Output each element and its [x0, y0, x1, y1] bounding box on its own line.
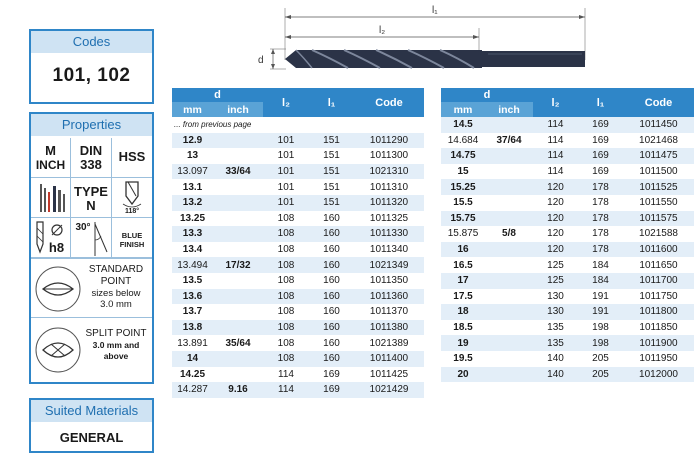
table-row — [441, 117, 694, 133]
diameter-inch-cell — [485, 195, 533, 211]
header-l2: l₂ — [263, 88, 309, 117]
header-code: Code — [354, 88, 424, 117]
table-row — [441, 164, 694, 180]
tolerance-cell — [31, 218, 71, 258]
standard-point-title-2: POINT — [100, 276, 132, 287]
diameter-inch-cell: 37/64 — [485, 133, 533, 149]
diameter-inch-cell — [485, 273, 533, 289]
table-row — [441, 148, 694, 164]
l1-cell: 169 — [309, 367, 354, 383]
code-cell: 1011550 — [623, 195, 694, 211]
table-row — [172, 289, 424, 305]
diameter-mm-cell: 14.287 — [172, 382, 213, 398]
finish-cell — [112, 218, 152, 258]
l2-cell: 130 — [533, 304, 578, 320]
diameter-mm-cell: 14.684 — [441, 133, 485, 149]
code-cell: 1011800 — [623, 304, 694, 320]
l2-cell: 108 — [263, 320, 309, 336]
diameter-mm-cell: 18.5 — [441, 320, 485, 336]
code-cell: 1011525 — [623, 179, 694, 195]
l2-cell: 114 — [533, 117, 578, 133]
table-row — [441, 335, 694, 351]
finish-line1: BLUE — [121, 231, 143, 240]
l2-cell: 101 — [263, 164, 309, 180]
code-cell: 1011290 — [354, 133, 424, 149]
type-label: TYPE — [74, 184, 108, 199]
metric-inch-cell — [31, 138, 71, 178]
diameter-inch-cell — [213, 273, 263, 289]
code-cell: 1011500 — [623, 164, 694, 180]
diameter-mm-cell: 12.9 — [172, 133, 213, 149]
l1-cell: 160 — [309, 304, 354, 320]
code-cell: 1011425 — [354, 367, 424, 383]
diameter-inch-cell — [485, 320, 533, 336]
header-inch: inch — [485, 102, 533, 117]
l1-cell: 169 — [578, 117, 623, 133]
diameter-inch-cell — [213, 351, 263, 367]
codes-value: 101, 102 — [52, 65, 131, 86]
l1-cell: 169 — [578, 148, 623, 164]
l2-cell: 120 — [533, 226, 578, 242]
l1-cell: 160 — [309, 320, 354, 336]
diameter-mm-cell: 14.75 — [441, 148, 485, 164]
l2-cell: 125 — [533, 257, 578, 273]
code-cell: 1011380 — [354, 320, 424, 336]
l1-cell: 160 — [309, 257, 354, 273]
diameter-inch-cell — [213, 148, 263, 164]
table-row — [441, 242, 694, 258]
l2-cell: 108 — [263, 304, 309, 320]
code-cell: 1021429 — [354, 382, 424, 398]
l2-cell: 101 — [263, 195, 309, 211]
l1-cell: 198 — [578, 320, 623, 336]
l2-cell: 101 — [263, 179, 309, 195]
table-row — [441, 351, 694, 367]
diameter-mm-cell: 16.5 — [441, 257, 485, 273]
table-row — [172, 164, 424, 180]
diameter-mm-cell: 13.494 — [172, 257, 213, 273]
diameter-mm-cell: 13.1 — [172, 179, 213, 195]
l2-cell: 114 — [263, 382, 309, 398]
code-cell: 1011320 — [354, 195, 424, 211]
din-number: 338 — [80, 157, 102, 172]
l2-cell: 140 — [533, 367, 578, 383]
header-inch: inch — [213, 102, 263, 117]
d-label: d — [258, 55, 264, 66]
table-row — [172, 367, 424, 383]
diameter-mm-cell: 13.8 — [172, 320, 213, 336]
standard-point-title-1: STANDARD — [88, 264, 144, 275]
table-row — [441, 320, 694, 336]
table-row — [172, 179, 424, 195]
point-angle-cell — [112, 178, 152, 218]
l2-cell: 114 — [263, 367, 309, 383]
angle-118-label: 118° — [124, 208, 140, 215]
suited-materials-panel — [29, 398, 154, 453]
l2-cell: 108 — [263, 226, 309, 242]
metric-label: M — [45, 143, 56, 158]
diameter-mm-cell: 13.7 — [172, 304, 213, 320]
diameter-mm-cell: 13.891 — [172, 335, 213, 351]
l1-cell: 169 — [578, 164, 623, 180]
split-point-row — [31, 318, 152, 382]
drill-lengths-icon — [31, 178, 71, 218]
diameter-inch-cell: 5/8 — [485, 226, 533, 242]
l1-cell: 160 — [309, 289, 354, 305]
table-row — [441, 367, 694, 383]
angle-30-label: 30° — [75, 222, 91, 233]
l1-cell: 169 — [578, 133, 623, 149]
l2-cell: 101 — [263, 133, 309, 149]
diameter-inch-cell — [213, 133, 263, 149]
l2-cell: 114 — [533, 133, 578, 149]
l2-label: l₂ — [379, 25, 386, 36]
code-cell: 1011700 — [623, 273, 694, 289]
code-cell: 1012000 — [623, 367, 694, 383]
din-label: DIN — [79, 143, 103, 158]
header-l2: l₂ — [533, 88, 578, 117]
diameter-inch-cell — [213, 195, 263, 211]
table-row — [441, 304, 694, 320]
standard-point-icon — [33, 263, 83, 315]
diameter-inch-cell: 35/64 — [213, 335, 263, 351]
l1-cell: 151 — [309, 164, 354, 180]
l2-cell: 120 — [533, 242, 578, 258]
l2-cell: 108 — [263, 257, 309, 273]
l1-cell: 160 — [309, 242, 354, 258]
header-mm: mm — [172, 102, 213, 117]
l2-cell: 120 — [533, 211, 578, 227]
drill-table-right — [441, 88, 694, 382]
drill-drawing — [252, 0, 597, 80]
hss-label: HSS — [118, 149, 146, 164]
diameter-mm-cell: 16 — [441, 242, 485, 258]
diameter-inch-cell — [485, 211, 533, 227]
l1-cell: 191 — [578, 304, 623, 320]
code-cell: 1011750 — [623, 289, 694, 305]
table-row — [172, 273, 424, 289]
diameter-inch-cell — [485, 117, 533, 133]
l1-cell: 151 — [309, 148, 354, 164]
diameter-inch-cell — [213, 242, 263, 258]
code-cell: 1011400 — [354, 351, 424, 367]
l2-cell: 108 — [263, 242, 309, 258]
diameter-mm-cell: 14.25 — [172, 367, 213, 383]
code-cell: 1011325 — [354, 211, 424, 227]
diameter-mm-cell: 15.25 — [441, 179, 485, 195]
code-cell: 1021349 — [354, 257, 424, 273]
l1-cell: 151 — [309, 179, 354, 195]
split-point-text — [84, 328, 148, 362]
header-mm: mm — [441, 102, 485, 117]
code-cell: 1011330 — [354, 226, 424, 242]
l2-cell: 120 — [533, 195, 578, 211]
diameter-mm-cell: 19.5 — [441, 351, 485, 367]
standard-point-text — [84, 264, 148, 310]
l1-cell: 205 — [578, 351, 623, 367]
code-cell: 1011370 — [354, 304, 424, 320]
code-cell: 1011340 — [354, 242, 424, 258]
l1-cell: 178 — [578, 211, 623, 227]
diameter-mm-cell: 13.6 — [172, 289, 213, 305]
table-row — [172, 320, 424, 336]
hss-cell — [112, 138, 152, 178]
l2-cell: 114 — [533, 164, 578, 180]
code-cell: 1021468 — [623, 133, 694, 149]
inch-label: INCH — [35, 158, 66, 172]
diameter-inch-cell — [485, 335, 533, 351]
header-code: Code — [623, 88, 694, 117]
diameter-mm-cell: 15.5 — [441, 195, 485, 211]
l2-cell: 108 — [263, 273, 309, 289]
code-cell: 1011600 — [623, 242, 694, 258]
l2-cell: 130 — [533, 289, 578, 305]
l2-cell: 108 — [263, 335, 309, 351]
code-cell: 1011900 — [623, 335, 694, 351]
diameter-mm-cell: 18 — [441, 304, 485, 320]
code-cell: 1011650 — [623, 257, 694, 273]
diameter-mm-cell: 13.097 — [172, 164, 213, 180]
table-row — [441, 226, 694, 242]
diameter-mm-cell: 15.875 — [441, 226, 485, 242]
table-row — [441, 257, 694, 273]
l1-cell: 184 — [578, 257, 623, 273]
table-row — [441, 179, 694, 195]
l2-cell: 101 — [263, 148, 309, 164]
table-row — [172, 148, 424, 164]
split-point-icon — [33, 324, 83, 376]
table-row — [172, 133, 424, 149]
l1-cell: 160 — [309, 211, 354, 227]
diameter-mm-cell: 19 — [441, 335, 485, 351]
l2-cell: 120 — [533, 179, 578, 195]
table-row — [172, 382, 424, 398]
table-row — [172, 257, 424, 273]
table-row — [441, 273, 694, 289]
table-row — [441, 289, 694, 305]
diameter-mm-cell: 17.5 — [441, 289, 485, 305]
continuation-note: ... from previous page — [172, 117, 424, 133]
l1-cell: 178 — [578, 242, 623, 258]
l2-cell: 135 — [533, 335, 578, 351]
diameter-inch-cell: 9.16 — [213, 382, 263, 398]
diameter-mm-cell: 13.4 — [172, 242, 213, 258]
diameter-inch-cell — [213, 304, 263, 320]
drill-lengths-cell — [31, 178, 71, 218]
codes-title: Codes — [31, 31, 152, 53]
l2-cell: 125 — [533, 273, 578, 289]
suited-materials-title: Suited Materials — [31, 400, 152, 422]
table-row — [172, 195, 424, 211]
diameter-inch-cell: 33/64 — [213, 164, 263, 180]
header-l1: l₁ — [309, 88, 354, 117]
header-l1: l₁ — [578, 88, 623, 117]
diameter-inch-cell — [485, 242, 533, 258]
table-row — [172, 211, 424, 227]
diameter-inch-cell — [213, 367, 263, 383]
diameter-inch-cell — [485, 367, 533, 383]
diameter-mm-cell: 13 — [172, 148, 213, 164]
diameter-inch-cell — [213, 320, 263, 336]
l2-cell: 108 — [263, 211, 309, 227]
code-cell: 1011350 — [354, 273, 424, 289]
table-row — [172, 335, 424, 351]
diameter-inch-cell — [485, 164, 533, 180]
diameter-mm-cell: 13.25 — [172, 211, 213, 227]
table-row — [172, 226, 424, 242]
split-point-sub-1: 3.0 mm and — [92, 340, 140, 350]
table-row — [172, 304, 424, 320]
split-point-sub-2: above — [103, 351, 129, 361]
l1-cell: 184 — [578, 273, 623, 289]
properties-title: Properties — [31, 114, 152, 136]
diameter-inch-cell — [485, 148, 533, 164]
table-row — [172, 351, 424, 367]
type-n-cell — [71, 178, 112, 218]
l1-cell: 160 — [309, 351, 354, 367]
code-cell: 1021310 — [354, 164, 424, 180]
diameter-mm-cell: 15.75 — [441, 211, 485, 227]
l1-cell: 191 — [578, 289, 623, 305]
l2-cell: 108 — [263, 289, 309, 305]
code-cell: 1011850 — [623, 320, 694, 336]
table-row — [441, 195, 694, 211]
diameter-mm-cell: 13.2 — [172, 195, 213, 211]
header-d: d — [172, 88, 263, 102]
l1-cell: 160 — [309, 273, 354, 289]
table-row — [441, 133, 694, 149]
diameter-inch-cell — [213, 211, 263, 227]
diameter-mm-cell: 13.5 — [172, 273, 213, 289]
code-cell: 1021389 — [354, 335, 424, 351]
code-cell: 1011360 — [354, 289, 424, 305]
header-d: d — [441, 88, 533, 102]
table-row — [172, 242, 424, 258]
standard-point-sub-1: sizes below — [91, 288, 141, 299]
l1-cell: 160 — [309, 335, 354, 351]
diameter-inch-cell — [213, 289, 263, 305]
l2-cell: 108 — [263, 351, 309, 367]
l1-cell: 178 — [578, 179, 623, 195]
l1-cell: 178 — [578, 226, 623, 242]
diameter-mm-cell: 17 — [441, 273, 485, 289]
diameter-inch-cell — [485, 304, 533, 320]
code-cell: 1011475 — [623, 148, 694, 164]
suited-materials-value: GENERAL — [59, 430, 124, 445]
diameter-mm-cell: 20 — [441, 367, 485, 383]
l1-label: l₁ — [432, 5, 438, 16]
l1-cell: 151 — [309, 133, 354, 149]
l1-cell: 178 — [578, 195, 623, 211]
standard-point-row — [31, 258, 152, 318]
code-cell: 1011450 — [623, 117, 694, 133]
codes-panel — [29, 29, 154, 104]
diameter-mm-cell: 15 — [441, 164, 485, 180]
code-cell: 1011575 — [623, 211, 694, 227]
diameter-mm-cell: 14.5 — [441, 117, 485, 133]
helix-angle-cell — [71, 218, 112, 258]
l1-cell: 160 — [309, 226, 354, 242]
diameter-mm-cell: 14 — [172, 351, 213, 367]
diameter-inch-cell — [485, 257, 533, 273]
code-cell: 1011950 — [623, 351, 694, 367]
l1-cell: 151 — [309, 195, 354, 211]
l2-cell: 140 — [533, 351, 578, 367]
diameter-inch-cell — [485, 179, 533, 195]
table-row — [441, 211, 694, 227]
diameter-inch-cell — [213, 226, 263, 242]
finish-line2: FINISH — [119, 240, 145, 249]
code-cell: 1011300 — [354, 148, 424, 164]
standard-point-sub-2: 3.0 mm — [100, 299, 132, 310]
l2-cell: 114 — [533, 148, 578, 164]
diameter-mm-cell: 13.3 — [172, 226, 213, 242]
drill-table-left — [172, 88, 424, 398]
diameter-inch-cell — [213, 179, 263, 195]
type-value: N — [86, 198, 96, 213]
l2-cell: 135 — [533, 320, 578, 336]
l1-cell: 169 — [309, 382, 354, 398]
diameter-inch-cell — [485, 351, 533, 367]
diameter-inch-cell: 17/32 — [213, 257, 263, 273]
tolerance-label: h8 — [48, 240, 65, 255]
properties-panel — [29, 112, 154, 384]
split-point-title: SPLIT POINT — [85, 328, 147, 339]
code-cell: 1021588 — [623, 226, 694, 242]
l1-cell: 198 — [578, 335, 623, 351]
l1-cell: 205 — [578, 367, 623, 383]
din-cell — [71, 138, 112, 178]
code-cell: 1011310 — [354, 179, 424, 195]
diameter-inch-cell — [485, 289, 533, 305]
